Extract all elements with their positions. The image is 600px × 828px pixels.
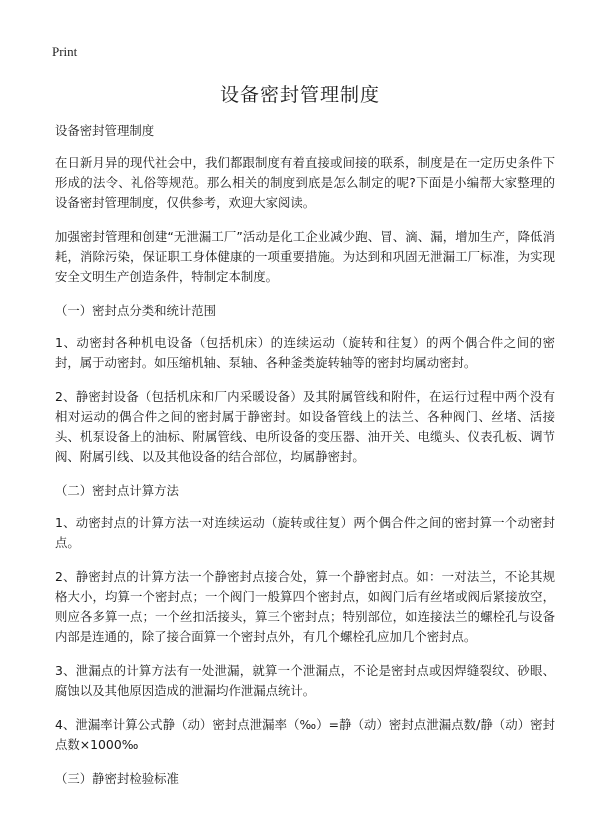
print-link[interactable]: Print bbox=[52, 44, 78, 59]
document-title: 设备密封管理制度 bbox=[219, 84, 380, 106]
static-seal-paragraph: 2、静密封设备（包括机床和厂内采暖设备）及其附属管线和附件，在运行过程中两个没有相对运动的偶合件之间的密封属于静密封。如设备管线上的法兰、各种阀门、丝堵、活接头、机泵设备上的油标、附属管线、电所设备的变压器、油开关、电缆头、仪表孔板、调节阀、附属引线、以及其他设备的结合部位，均属静密封。 bbox=[55, 389, 555, 464]
intro-paragraph: 在日新月异的现代社会中，我们都跟制度有着直接或间接的联系，制度是在一定历史条件下形成的法令、礼俗等规范。那么相关的制度到底是怎么制定的呢?下面是小编帮大家整理的设备密封管理制度，仅供参考，欢迎大家阅读。 bbox=[55, 155, 555, 210]
leak-rate-paragraph: 4、泄漏率计算公式静（动）密封点泄漏率（‰）=静（动）密封点泄漏点数/静（动）密封点数×1000‰ bbox=[55, 717, 555, 752]
purpose-paragraph: 加强密封管理和创建“无泄漏工厂”活动是化工企业减少跑、冒、滴、漏，增加生产，降低消耗，消除污染，保证职工身体健康的一项重要措施。为达到和巩固无泄漏工厂标准，为实现安全文明生产创造条件，特制定本制度。 bbox=[55, 229, 555, 284]
leak-count-paragraph: 3、泄漏点的计算方法有一处泄漏，就算一个泄漏点，不论是密封点或因焊缝裂纹、砂眼、腐蚀以及其他原因造成的泄漏均作泄漏点统计。 bbox=[55, 663, 555, 698]
section-heading-1: （一）密封点分类和统计范围 bbox=[55, 303, 217, 318]
document-body bbox=[55, 121, 555, 801]
static-count-paragraph: 2、静密封点的计算方法一个静密封点接合处，算一个静密封点。如：一对法兰，不论其规格大小，均算一个密封点；一个阀门一般算四个密封点，如阀门后有丝堵或阀后紧接放空，则应各多算一点；一个丝扣活接头，算三个密封点；特别部位，如连接法兰的螺栓孔与设备内部是连通的，除了接合面算一个密封点外，有几个螺栓孔应加几个密封点。 bbox=[55, 569, 555, 644]
section-heading-2: （二）密封点计算方法 bbox=[55, 483, 179, 498]
dynamic-seal-paragraph: 1、动密封各种机电设备（包括机床）的连续运动（旋转和往复）的两个偶合件之间的密封，属于动密封。如压缩机轴、泵轴、各种釜类旋转轴等的密封均属动密封。 bbox=[55, 335, 555, 370]
dynamic-count-paragraph: 1、动密封点的计算方法一对连续运动（旋转或往复）两个偶合件之间的密封算一个动密封点。 bbox=[55, 515, 555, 550]
document-subtitle: 设备密封管理制度 bbox=[55, 123, 155, 138]
section-heading-3: （三）静密封检验标准 bbox=[55, 771, 179, 786]
